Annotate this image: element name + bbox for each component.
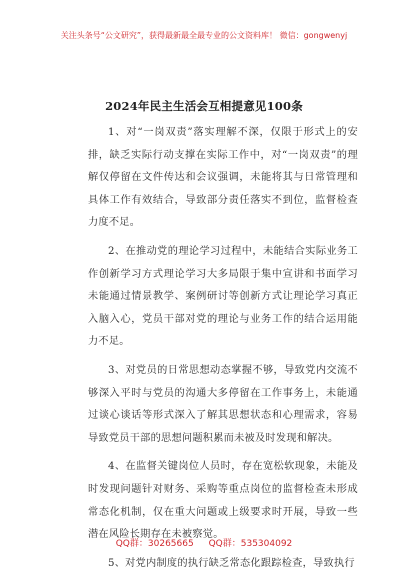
footer-contact <box>0 536 408 549</box>
document-body <box>88 122 358 581</box>
footer-qq-group-1: QQ群：30265665 <box>115 539 194 549</box>
paragraph-3: 3、对党员的日常思想动态掌握不够，导致党内交流不够深入平时与党员的沟通大多停留在工作事务上，未能通过谈心谈话等形式深入了解其思想状态和心理需求，容易导致党员干部的思想问题积累而未被及时发现和解决。 <box>88 364 358 444</box>
footer-qq-group-2: QQ群：535304092 <box>208 539 293 549</box>
paragraph-1: 1、对“一岗双责”落实理解不深，仅限于形式上的安排，缺乏实际行动支撑在实际工作中，对“一岗双责”的理解仅停留在文件传达和会议强调，未能将其与日常管理和具体工作有效结合，导致部分责任落实不到位，监督检查力度不足。 <box>88 127 358 229</box>
paragraph-2: 2、在推动党的理论学习过程中，未能结合实际业务工作创新学习方式理论学习大多局限于集中宣讲和书面学习未能通过情景教学、案例研讨等创新方式让理论学习真正入脑入心，党员干部对党的理论与业务工作的结合运用能力不足。 <box>88 245 358 348</box>
document-title: 2024年民主生活会互相提意见100条 <box>105 99 303 113</box>
paragraph-5: 5、对党内制度的执行缺乏常态化跟踪检查，导致执行 <box>108 557 355 569</box>
header-promo-note: 关注头条号“公文研究”，获得最新最全最专业的公文资料库！ 微信：gongwenyj <box>60 31 348 40</box>
paragraph-4: 4、在监督关键岗位人员时，存在宽松软现象，未能及时发现问题针对财务、采购等重点岗位的监督检查未形成常态化机制，仅在重大问题或上级要求时开展，导致一些潜在风险长期存在未被察觉。 <box>88 461 358 541</box>
